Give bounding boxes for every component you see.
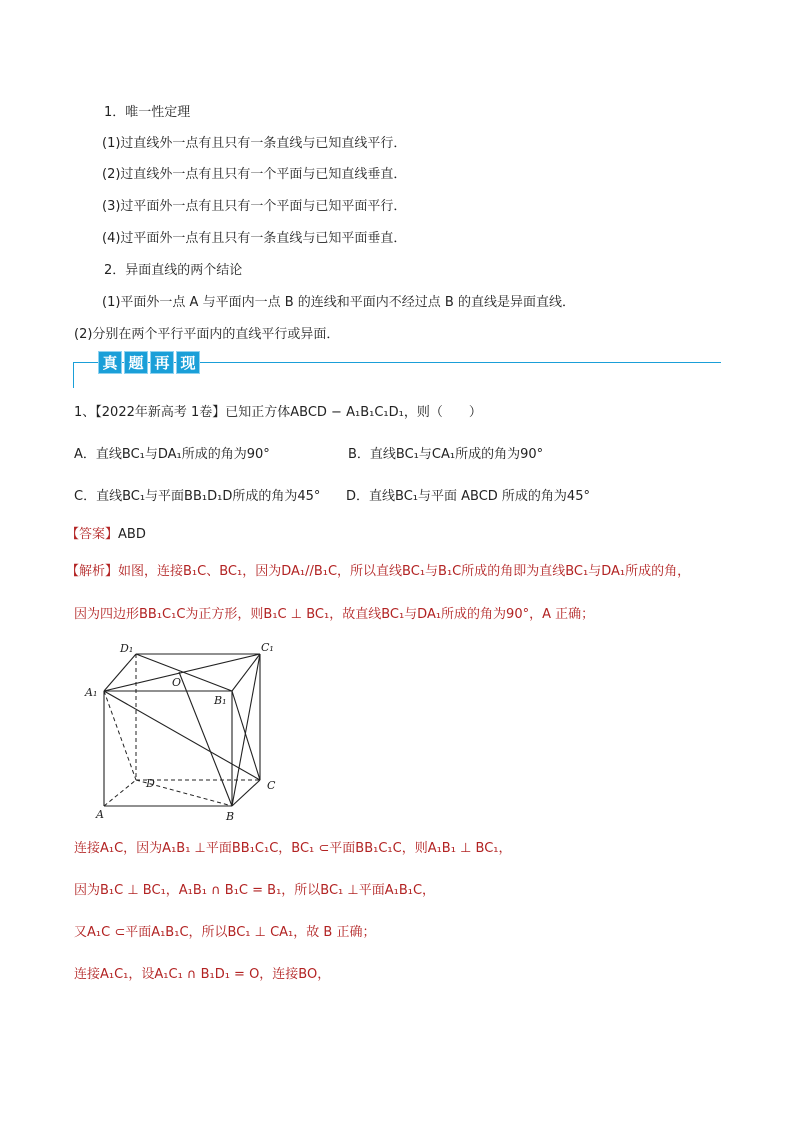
section1-heading: 1．唯一性定理 xyxy=(104,105,191,120)
skew-lines-item-1: (1)平面外一点 A 与平面内一点 B 的连线和平面内不经过点 B 的直线是异面直线． xyxy=(102,295,575,310)
answer-line xyxy=(66,526,146,544)
skew-lines-item-2: (2)分别在两个平行平面内的直线平行或异面． xyxy=(74,327,340,342)
label-a1: A₁ xyxy=(85,686,98,699)
label-d1: D₁ xyxy=(120,642,134,655)
section2-heading: 2．异面直线的两个结论 xyxy=(104,263,243,278)
banner-char: 真 xyxy=(98,351,122,374)
section-banner xyxy=(98,351,200,374)
cube-figure xyxy=(84,636,284,822)
line-bo xyxy=(179,672,232,806)
edge-a1d1 xyxy=(104,654,136,691)
label-o: O xyxy=(172,676,182,689)
option-c: C．直线BC₁与平面BB₁D₁D所成的角为45° xyxy=(74,489,321,504)
theorem-item-1: (1)过直线外一点有且只有一条直线与已知直线平行． xyxy=(102,136,407,151)
hidden-da1 xyxy=(104,691,136,780)
label-b1: B₁ xyxy=(214,694,227,707)
analysis-line-5: 又A₁C ⊂平面A₁B₁C，所以BC₁ ⊥ CA₁，故 B 正确； xyxy=(74,925,376,940)
analysis-text: 如图，连接B₁C、BC₁，因为DA₁//B₁C，所以直线BC₁与B₁C所成的角即为直线BC₁与DA₁所成的角， xyxy=(118,564,691,579)
analysis-line-3: 连接A₁C，因为A₁B₁ ⊥平面BB₁C₁C，BC₁ ⊂平面BB₁C₁C，则A₁B₁ ⊥ BC₁， xyxy=(74,841,512,856)
analysis-line-4: 因为B₁C ⊥ BC₁，A₁B₁ ∩ B₁C = B₁，所以BC₁ ⊥平面A₁B₁C， xyxy=(74,883,436,898)
option-a: A．直线BC₁与DA₁所成的角为90° xyxy=(74,447,270,462)
banner-char: 现 xyxy=(176,351,200,374)
answer-value: ABD xyxy=(118,527,146,542)
label-a: A xyxy=(96,808,104,821)
theorem-item-3: (3)过平面外一点有且只有一个平面与已知平面平行． xyxy=(102,199,407,214)
banner-tick xyxy=(73,362,74,388)
theorem-item-2: (2)过直线外一点有且只有一个平面与已知直线垂直． xyxy=(102,167,407,182)
option-d: D．直线BC₁与平面 ABCD 所成的角为45° xyxy=(346,489,590,504)
label-c: C xyxy=(267,779,276,792)
hidden-edge-ad xyxy=(104,780,136,806)
analysis-line-1 xyxy=(66,563,690,581)
analysis-line-2: 因为四边形BB₁C₁C为正方形，则B₁C ⊥ BC₁，故直线BC₁与DA₁所成的角为90°，A 正确； xyxy=(74,607,595,622)
answer-label: 【答案】 xyxy=(66,527,119,542)
label-d: D xyxy=(146,777,155,790)
analysis-line-6: 连接A₁C₁，设A₁C₁ ∩ B₁D₁ = O，连接BO， xyxy=(74,967,331,982)
option-b: B．直线BC₁与CA₁所成的角为90° xyxy=(348,447,544,462)
label-c1: C₁ xyxy=(261,641,274,654)
question-stem: 1、【2022年新高考 1卷】已知正方体ABCD − A₁B₁C₁D₁，则（ ） xyxy=(74,405,482,420)
analysis-label: 【解析】 xyxy=(66,564,119,579)
theorem-item-4: (4)过平面外一点有且只有一条直线与已知平面垂直． xyxy=(102,231,407,246)
label-b: B xyxy=(226,810,235,822)
banner-char: 题 xyxy=(124,351,148,374)
banner-char: 再 xyxy=(150,351,174,374)
